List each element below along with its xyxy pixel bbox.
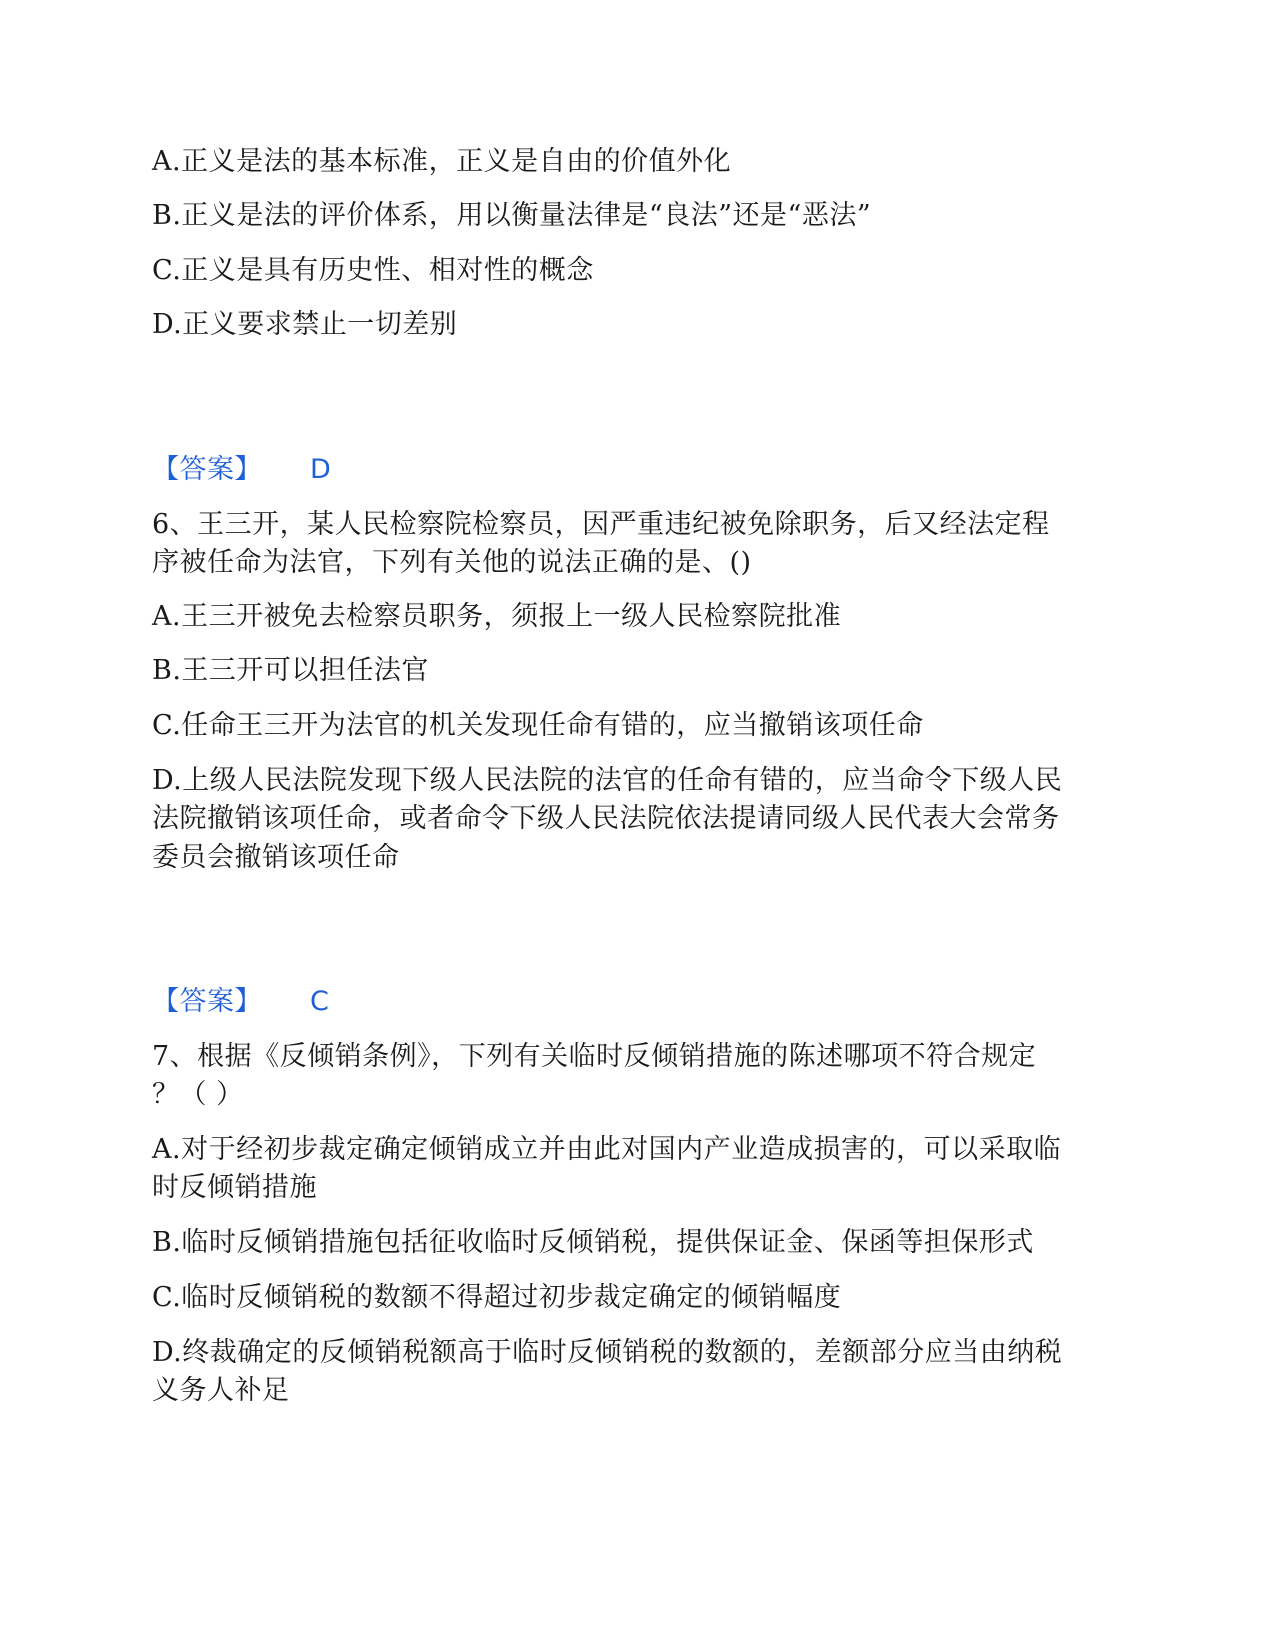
- q5-answer-label: 【答案】: [152, 454, 262, 485]
- q6-option-d-line-2: 法院撤销该项任命，或者命令下级人民法院依法提请同级人民代表大会常务: [152, 803, 1060, 834]
- q6-option-c: C.任命王三开为法官的机关发现任命有错的，应当撤销该项任命: [152, 710, 924, 741]
- q6-option-a: A.王三开被免去检察员职务，须报上一级人民检察院批准: [152, 601, 842, 632]
- q6-option-d-line-3: 委员会撤销该项任命: [152, 842, 400, 873]
- q7-option-b: B.临时反倾销措施包括征收临时反倾销税，提供保证金、保函等担保形式: [152, 1227, 1034, 1258]
- q6-answer: [152, 982, 1132, 1022]
- q7-option-a-line-1: A.对于经初步裁定确定倾销成立并由此对国内产业造成损害的，可以采取临: [152, 1134, 1062, 1165]
- q6-stem-line-1: 6、王三开，某人民检察院检察员，因严重违纪被免除职务，后又经法定程: [152, 509, 1050, 540]
- q7-stem-line-2: ？（ ）: [152, 1079, 244, 1110]
- q7-option-c: C.临时反倾销税的数额不得超过初步裁定确定的倾销幅度: [152, 1282, 842, 1313]
- q5-answer-value: D: [310, 454, 332, 485]
- q6-option-d-line-1: D.上级人民法院发现下级人民法院的法官的任命有错的，应当命令下级人民: [152, 765, 1063, 796]
- q7-option-d-line-1: D.终裁确定的反倾销税额高于临时反倾销税的数额的，差额部分应当由纳税: [152, 1337, 1063, 1368]
- q6-option-b: B.王三开可以担任法官: [152, 655, 429, 686]
- q7-stem-line-1: 7、根据《反倾销条例》，下列有关临时反倾销措施的陈述哪项不符合规定: [152, 1041, 1037, 1072]
- q6-answer-label: 【答案】: [152, 986, 262, 1017]
- q7-option-a-line-2: 时反倾销措施: [152, 1172, 317, 1203]
- q5-option-a: A.正义是法的基本标准，正义是自由的价值外化: [152, 146, 732, 177]
- q5-option-d: D.正义要求禁止一切差别: [152, 309, 458, 340]
- q5-option-c: C.正义是具有历史性、相对性的概念: [152, 255, 594, 286]
- q5-option-b: B.正义是法的评价体系，用以衡量法律是“良法”还是“恶法”: [152, 200, 872, 231]
- q5-answer: [152, 450, 1132, 490]
- q6-answer-value: C: [310, 986, 330, 1017]
- q7-option-d-line-2: 义务人补足: [152, 1375, 290, 1406]
- q6-stem-line-2: 序被任命为法官，下列有关他的说法正确的是、(): [152, 547, 752, 578]
